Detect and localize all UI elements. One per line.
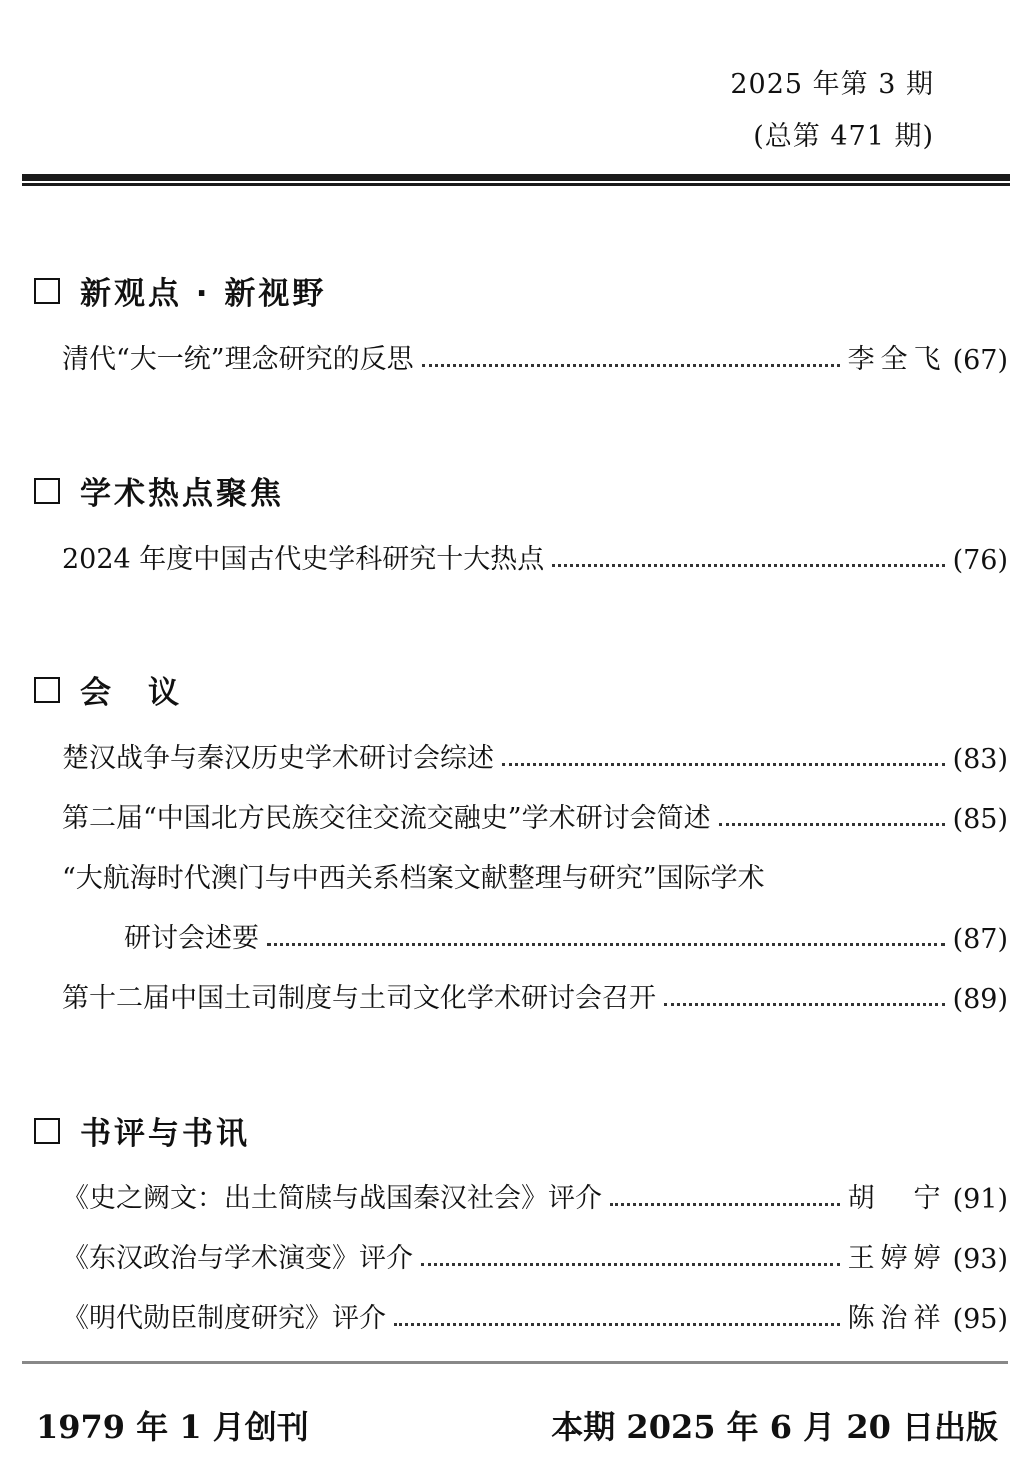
entry-page: (83) — [952, 744, 1008, 775]
entry-author: 陈治祥 — [847, 1303, 947, 1334]
entry-page: (87) — [952, 924, 1008, 955]
toc-entry[interactable] — [62, 536, 1008, 576]
entry-title: 《史之阙文：出土简牍与战国秦汉社会》评介 — [62, 1183, 602, 1214]
publication-date: 本期 2025 年 6 月 20 日出版 — [551, 1408, 998, 1446]
dot-leader — [552, 563, 944, 567]
issue-number: 2025 年第 3 期 — [730, 69, 934, 100]
section-heading — [34, 268, 326, 313]
section-title: 会 议 — [80, 675, 182, 711]
entry-page: (67) — [952, 345, 1008, 376]
toc-entry[interactable] — [62, 336, 1008, 376]
entry-page: (93) — [952, 1244, 1008, 1275]
checkbox-square-icon — [34, 677, 60, 703]
dot-leader — [610, 1202, 840, 1206]
toc-entry[interactable] — [62, 795, 1008, 835]
entry-title: 2024 年度中国古代史学科研究十大热点 — [62, 544, 545, 575]
entry-page: (76) — [952, 545, 1008, 576]
toc-entry[interactable] — [62, 735, 1008, 775]
entry-title-line2: 研讨会述要 — [124, 923, 259, 954]
dot-leader — [719, 822, 945, 826]
entry-page: (89) — [952, 984, 1008, 1015]
footer-rule — [22, 1361, 1008, 1364]
dot-leader — [422, 363, 840, 367]
founded-date: 1979 年 1 月创刊 — [36, 1408, 309, 1446]
entry-author: 王婷婷 — [847, 1243, 947, 1274]
section-title: 新观点 · 新视野 — [80, 276, 327, 312]
entry-author: 胡 宁 — [847, 1183, 947, 1214]
checkbox-square-icon — [34, 1118, 60, 1144]
entry-title: 清代“大一统”理念研究的反思 — [62, 344, 414, 375]
toc-entry[interactable] — [124, 915, 1008, 955]
entry-title: 第二届“中国北方民族交往交流交融史”学术研讨会简述 — [62, 803, 711, 834]
toc-entry-first-line[interactable] — [62, 855, 765, 895]
entry-title-line1: “大航海时代澳门与中西关系档案文献整理与研究”国际学术 — [62, 863, 765, 894]
entry-page: (85) — [952, 804, 1008, 835]
dot-leader — [664, 1002, 945, 1006]
dot-leader — [267, 942, 945, 946]
toc-entry[interactable] — [62, 975, 1008, 1015]
dot-leader — [421, 1262, 840, 1266]
entry-title: 楚汉战争与秦汉历史学术研讨会综述 — [62, 743, 494, 774]
entry-title: 《明代勋臣制度研究》评介 — [62, 1303, 386, 1334]
toc-entry[interactable] — [62, 1175, 1008, 1215]
checkbox-square-icon — [34, 278, 60, 304]
entry-title: 《东汉政治与学术演变》评介 — [62, 1243, 413, 1274]
entry-title: 第十二届中国土司制度与土司文化学术研讨会召开 — [62, 983, 656, 1014]
section-heading — [34, 1108, 250, 1153]
header-rule — [22, 174, 1010, 186]
dot-leader — [394, 1322, 840, 1326]
section-heading — [34, 667, 182, 712]
entry-page: (91) — [952, 1184, 1008, 1215]
entry-page: (95) — [952, 1304, 1008, 1335]
entry-author: 李全飞 — [847, 344, 947, 375]
section-heading — [34, 468, 284, 513]
checkbox-square-icon — [34, 478, 60, 504]
toc-entry[interactable] — [62, 1295, 1008, 1335]
dot-leader — [502, 762, 945, 766]
section-title: 学术热点聚焦 — [80, 476, 284, 512]
toc-entry[interactable] — [62, 1235, 1008, 1275]
issue-total-number: (总第 471 期) — [753, 121, 934, 152]
section-title: 书评与书讯 — [80, 1116, 250, 1152]
